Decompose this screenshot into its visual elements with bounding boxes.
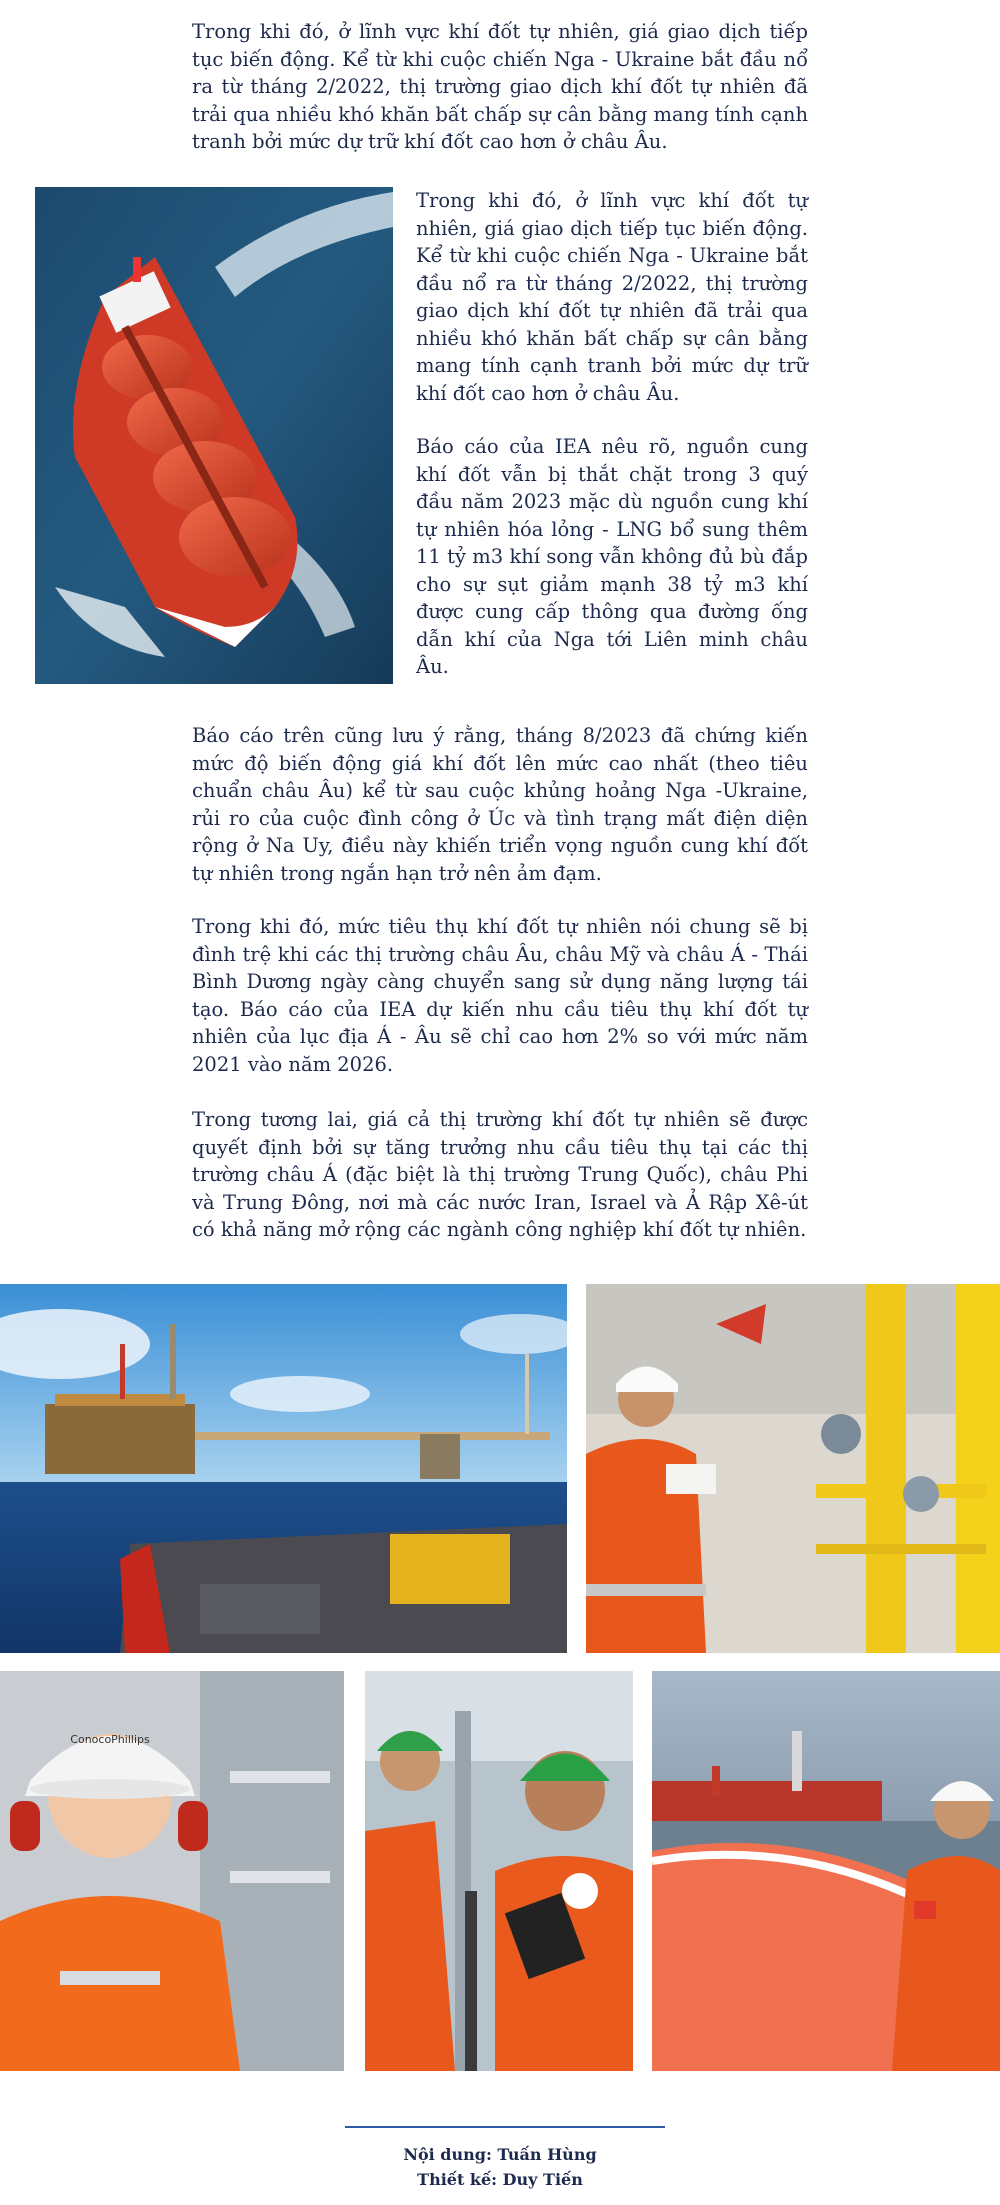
worker-deck-photo [652,1671,1000,2071]
credit-design: Thiết kế: Duy Tiến [417,2170,583,2189]
offshore-platform-photo [0,1284,567,1653]
woman-engineer-photo [0,1671,344,2071]
credits-divider [345,2126,665,2128]
side-paragraph-2: Báo cáo của IEA nêu rõ, nguồn cung khí đốt vẫn bị thắt chặt trong 3 quý đầu năm 2023 mặc dù nguồn cung khí tự nhiên hóa lỏng - LNG bổ sung thêm 11 tỷ m3 khí song vẫn không đủ bù đắp cho sự sụt giảm mạnh 38 tỷ m3 khí được cung cấp thông qua đường ống dẫn khí của Nga tới Liên minh châu Âu. [416,435,808,678]
helmet-brand-text: ConocoPhillips [70,1733,150,1746]
lng-tanker-photo [35,187,393,684]
credit-content: Nội dung: Tuấn Hùng [403,2145,597,2164]
side-paragraph-1: Trong khi đó, ở lĩnh vực khí đốt tự nhiên, giá giao dịch tiếp tục biến động. Kể từ khi cuộc chiến Nga - Ukraine bắt đầu nổ ra từ tháng 2/2022, thị trường giao dịch khí đốt tự nhiên đã trải qua nhiều khó khăn bất chấp sự cân bằng mang tính cạnh tranh bởi mức dự trữ khí đốt cao hơn ở châu Âu. [416,189,808,405]
body-paragraph-2: Báo cáo trên cũng lưu ý rằng, tháng 8/2023 đã chứng kiến mức độ biến động giá khí đốt lên mức cao nhất (theo tiêu chuẩn châu Âu) kể từ sau cuộc khủng hoảng Nga -Ukraine, rủi ro của cuộc đình công ở Úc và tình trạng mất điện diện rộng ở Na Uy, điều này khiến triển vọng nguồn cung khí đốt tự nhiên trong ngắn hạn trở nên ảm đạm. [192,724,808,885]
workers-green-helmets-photo [365,1671,633,2071]
worker-inspection-photo [586,1284,1000,1653]
intro-paragraph: Trong khi đó, ở lĩnh vực khí đốt tự nhiên, giá giao dịch tiếp tục biến động. Kể từ khi cuộc chiến Nga - Ukraine bắt đầu nổ ra từ tháng 2/2022, thị trường giao dịch khí đốt tự nhiên đã trải qua nhiều khó khăn bất chấp sự cân bằng mang tính cạnh tranh bởi mức dự trữ khí đốt cao hơn ở châu Âu. [192,20,808,153]
body-paragraph-4: Trong tương lai, giá cả thị trường khí đốt tự nhiên sẽ được quyết định bởi sự tăng trưởng nhu cầu tiêu thụ tại các thị trường châu Á (đặc biệt là thị trường Trung Quốc), châu Phi và Trung Đông, nơi mà các nước Iran, Israel và Ả Rập Xê-út có khả năng mở rộng các ngành công nghiệp khí đốt tự nhiên. [192,1108,808,1241]
body-paragraph-3: Trong khi đó, mức tiêu thụ khí đốt tự nhiên nói chung sẽ bị đình trệ khi các thị trường châu Âu, châu Mỹ và châu Á - Thái Bình Dương ngày càng chuyển sang sử dụng năng lượng tái tạo. Báo cáo của IEA dự kiến nhu cầu tiêu thụ khí đốt tự nhiên của lục địa Á - Âu sẽ chỉ cao hơn 2% so với mức năm 2021 vào năm 2026. [192,915,808,1076]
